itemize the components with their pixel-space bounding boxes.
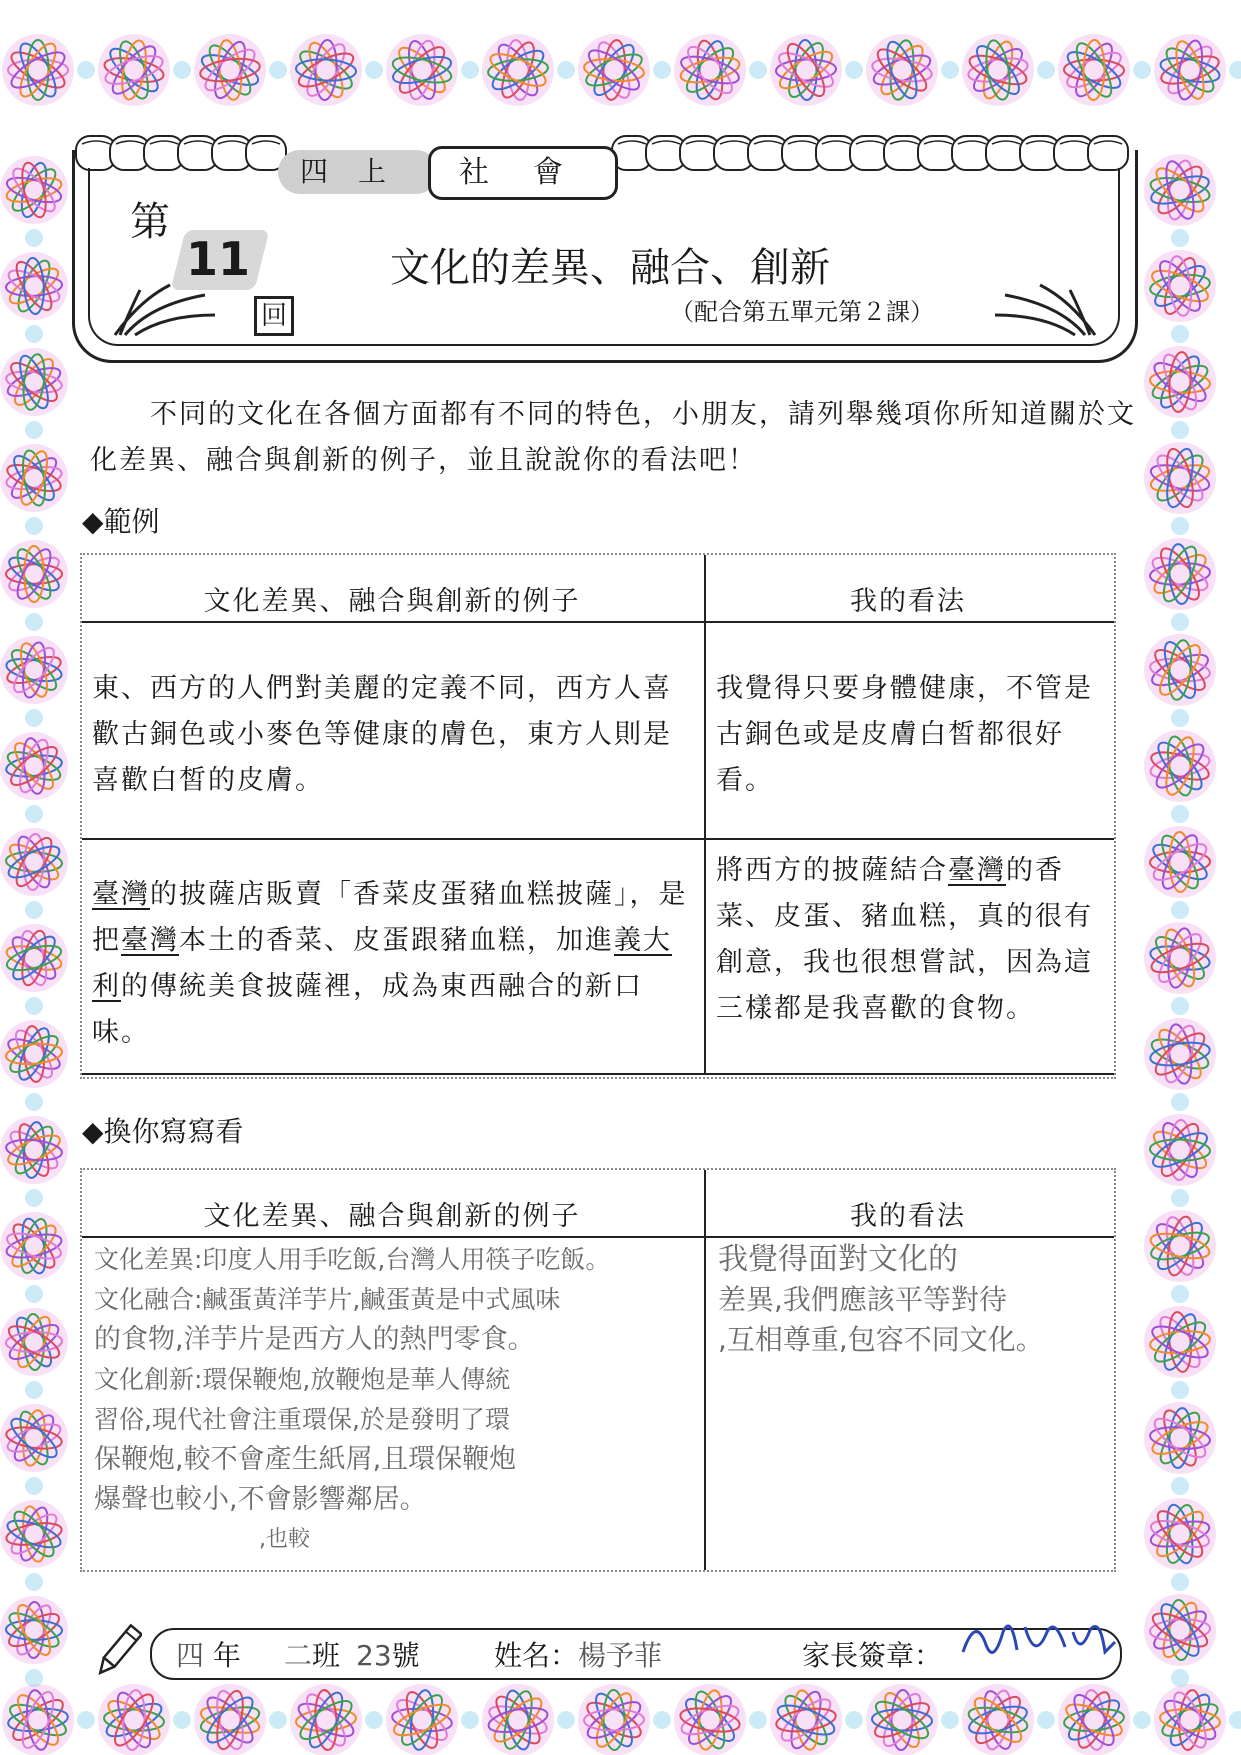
practice-col2-header: 我的看法: [850, 1201, 966, 1232]
grass-right-icon: [990, 280, 1100, 340]
lesson-number: 11: [186, 232, 251, 286]
student-name: [494, 1634, 662, 1674]
table-divider: [82, 1073, 1114, 1075]
class-value: 二: [284, 1639, 313, 1672]
number-label: 號: [391, 1639, 420, 1672]
example-section-label: ◆範例: [82, 505, 160, 538]
opinion-line: ,互相尊重,包容不同文化。: [718, 1323, 1044, 1356]
proper-noun: 臺灣: [92, 879, 150, 910]
parent-signature: [955, 1612, 1125, 1678]
answer-line: 的食物,洋芋片是西方人的熱門零食。: [94, 1324, 535, 1355]
opinion-text: 的香菜、皮蛋、豬血糕，真的很有創意，我也很想嘗試，因為這三樣都是我喜歡的食物。: [716, 855, 1093, 1024]
answer-line: 文化差異:印度人用手吃飯,台灣人用筷子吃飯。: [94, 1245, 611, 1274]
table-divider: [82, 838, 1114, 840]
page-subtitle: （配合第五單元第２課）: [670, 298, 934, 326]
answer-line: 爆聲也較小,不會影響鄰居。: [94, 1484, 427, 1515]
opinion-text: 將西方的披薩結合: [716, 855, 948, 886]
example-text: 本土的香菜、皮蛋跟豬血糕，加進: [179, 925, 614, 956]
intro-paragraph: 不同的文化在各個方面都有不同的特色，小朋友，請列舉幾項你所知道關於文化差異、融合與創新的例子，並且說說你的看法吧！: [90, 399, 1136, 476]
opinion-line: 差異,我們應該平等對待: [718, 1283, 1007, 1316]
example-text: 的披薩店販賣「香菜皮蛋豬血糕披薩」，是把: [92, 879, 688, 956]
practice-section-label: ◆換你寫寫看: [82, 1115, 244, 1148]
answer-line: 文化融合:鹹蛋黃洋芋片,鹹蛋黃是中式風味: [94, 1285, 561, 1314]
handwritten-answer: [94, 1240, 714, 1560]
page-title: 文化的差異、融合、創新: [390, 245, 830, 291]
example-row2-example: [92, 872, 696, 1056]
table-divider: [82, 1236, 1114, 1238]
handwritten-opinion: [718, 1240, 1110, 1360]
grade-label: 年: [212, 1639, 241, 1672]
lesson-prefix: 第: [130, 199, 170, 245]
class-label: 班: [312, 1639, 341, 1672]
answer-line: ,也較: [259, 1527, 310, 1552]
table-divider: [82, 621, 1114, 623]
answer-line: 文化創新:環保鞭炮,放鞭炮是華人傳統: [94, 1365, 511, 1394]
pencil-icon: [96, 1622, 142, 1682]
grade-value: 四: [176, 1639, 205, 1672]
lesson-suffix: 回: [254, 296, 294, 336]
name-label: 姓名：: [494, 1639, 579, 1672]
example-row2-opinion: [716, 848, 1110, 1032]
student-class: [284, 1634, 340, 1674]
proper-noun: 臺灣: [121, 925, 179, 956]
proper-noun: 臺灣: [948, 855, 1006, 886]
student-grade: [176, 1634, 241, 1674]
answer-line: 習俗,現代社會注重環保,於是發明了環: [94, 1405, 510, 1434]
opinion-line: 我覺得面對文化的: [718, 1242, 958, 1277]
example-text: 的傳統美食披薩裡，成為東西融合的新口味。: [92, 971, 643, 1048]
example-col2-header: 我的看法: [850, 586, 966, 617]
name-value: 楊予菲: [578, 1639, 663, 1672]
table-column-divider: [704, 555, 706, 1075]
grade-tag: 四上: [278, 150, 438, 194]
parent-signature-label: 家長簽章：: [802, 1639, 943, 1672]
proper-noun: 義大利: [92, 925, 672, 1002]
student-number: [356, 1634, 420, 1674]
subject-tag: 社會: [428, 146, 618, 200]
example-col1-header: 文化差異、融合與創新的例子: [203, 586, 581, 617]
example-row1-example: 東、西方的人們對美麗的定義不同，西方人喜歡古銅色或小麥色等健康的膚色，東方人則是喜歡白皙的皮膚。: [92, 673, 672, 796]
practice-col1-header: 文化差異、融合與創新的例子: [203, 1201, 581, 1232]
number-value: 23: [356, 1639, 392, 1672]
example-row1-opinion: 我覺得只要身體健康，不管是古銅色或是皮膚白皙都很好看。: [716, 673, 1093, 796]
answer-line: 保鞭炮,較不會產生紙屑,且環保鞭炮: [94, 1444, 517, 1475]
